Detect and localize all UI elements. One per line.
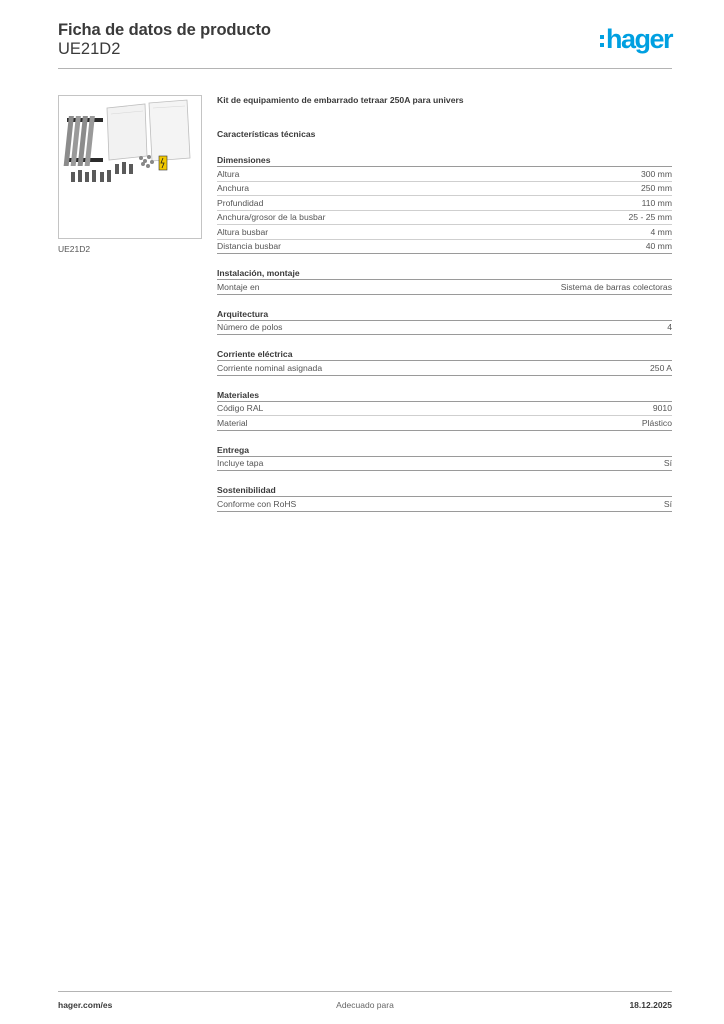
section-title: Sostenibilidad xyxy=(217,483,672,497)
spec-value: Sí xyxy=(663,458,672,469)
spec-value: 250 A xyxy=(650,362,672,373)
section-rows xyxy=(217,321,672,336)
spec-label: Conforme con RoHS xyxy=(217,498,297,509)
section-title: Instalación, montaje xyxy=(217,266,672,280)
section-rows xyxy=(217,167,672,254)
logo-dots-icon xyxy=(600,35,604,47)
spec-row xyxy=(217,167,672,182)
spec-value: 250 mm xyxy=(640,183,672,194)
section-title: Materiales xyxy=(217,388,672,402)
spec-row xyxy=(217,321,672,336)
spec-row xyxy=(217,457,672,472)
spec-label: Anchura xyxy=(217,183,250,194)
spec-label: Altura busbar xyxy=(217,226,269,237)
spec-label: Número de polos xyxy=(217,322,283,333)
spec-label: Código RAL xyxy=(217,403,264,414)
product-photo-icon xyxy=(59,96,201,238)
spec-value: Plástico xyxy=(641,417,672,428)
spec-section xyxy=(217,347,672,376)
section-title: Arquitectura xyxy=(217,307,672,321)
spec-label: Material xyxy=(217,417,248,428)
spec-label: Profundidad xyxy=(217,197,264,208)
product-content xyxy=(217,95,672,512)
spec-value: 4 mm xyxy=(650,226,672,237)
section-title: Corriente eléctrica xyxy=(217,347,672,361)
page-footer xyxy=(58,991,672,1013)
spec-label: Anchura/grosor de la busbar xyxy=(217,212,326,223)
section-rows xyxy=(217,361,672,376)
technical-features-title: Características técnicas xyxy=(217,129,316,139)
spec-label: Distancia busbar xyxy=(217,241,282,252)
spec-sections xyxy=(217,153,672,512)
spec-label: Montaje en xyxy=(217,281,260,292)
spec-label: Corriente nominal asignada xyxy=(217,362,323,373)
spec-label: Altura xyxy=(217,168,240,179)
spec-label: Incluye tapa xyxy=(217,458,264,469)
document-title: Ficha de datos de producto xyxy=(58,21,271,39)
footer-middle-text: Adecuado para xyxy=(336,1000,394,1010)
spec-row xyxy=(217,182,672,197)
spec-value: 25 - 25 mm xyxy=(628,212,672,223)
spec-row xyxy=(217,211,672,226)
spec-section xyxy=(217,266,672,295)
image-caption: UE21D2 xyxy=(58,244,91,254)
spec-section xyxy=(217,483,672,512)
section-title: Dimensiones xyxy=(217,153,672,167)
section-title: Entrega xyxy=(217,443,672,457)
spec-row xyxy=(217,361,672,376)
footer-date: 18.12.2025 xyxy=(629,1000,672,1010)
spec-value: Sí xyxy=(663,498,672,509)
page-header xyxy=(58,21,672,69)
spec-row xyxy=(217,196,672,211)
footer-website: hager.com/es xyxy=(58,1000,113,1010)
spec-row xyxy=(217,497,672,512)
spec-section xyxy=(217,388,672,431)
spec-row xyxy=(217,402,672,417)
product-image xyxy=(58,95,202,239)
hager-logo xyxy=(600,24,672,54)
section-rows xyxy=(217,402,672,431)
section-rows xyxy=(217,497,672,512)
section-rows xyxy=(217,457,672,472)
spec-value: 300 mm xyxy=(640,168,672,179)
spec-row xyxy=(217,416,672,431)
spec-value: 4 xyxy=(667,322,672,333)
product-description: Kit de equipamiento de embarrado tetraar 250A para univers xyxy=(217,95,464,105)
spec-row xyxy=(217,225,672,240)
spec-value: 110 mm xyxy=(641,197,672,208)
spec-section xyxy=(217,153,672,254)
spec-section xyxy=(217,307,672,336)
spec-row xyxy=(217,240,672,255)
logo-wordmark: hager xyxy=(605,23,672,54)
spec-section xyxy=(217,443,672,472)
spec-row xyxy=(217,280,672,295)
spec-value: Sistema de barras colectoras xyxy=(560,281,672,292)
spec-value: 9010 xyxy=(652,403,672,414)
product-code: UE21D2 xyxy=(58,40,121,58)
spec-value: 40 mm xyxy=(645,241,672,252)
section-rows xyxy=(217,280,672,295)
